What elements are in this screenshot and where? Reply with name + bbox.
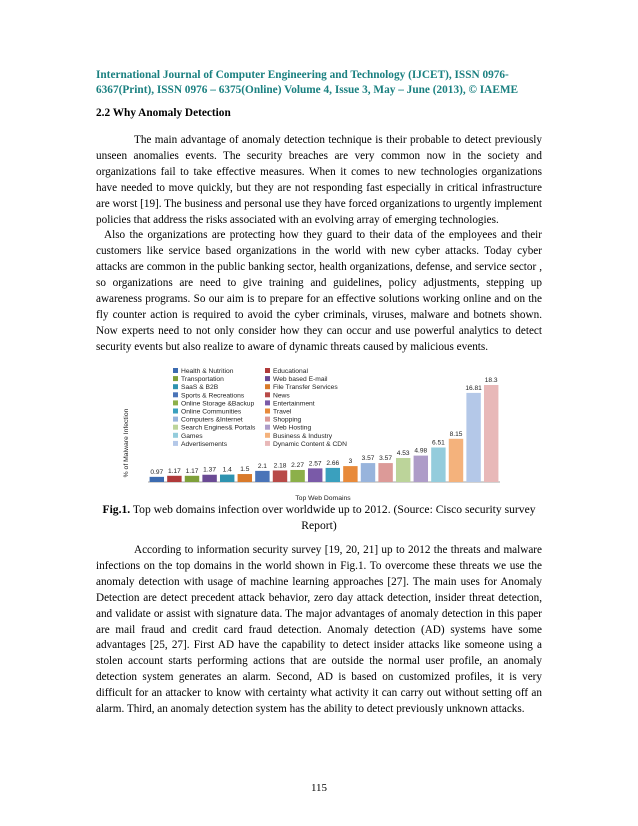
bar-value-label: 2.18	[273, 462, 287, 470]
bar-11	[326, 468, 340, 482]
section-title: 2.2 Why Anomaly Detection	[96, 107, 231, 119]
legend-swatch	[173, 368, 178, 373]
legend-swatch	[265, 417, 270, 422]
legend-swatch	[265, 400, 270, 405]
legend-entry: Business & Industry	[273, 432, 333, 440]
legend-entry: Shopping	[273, 416, 302, 424]
legend-swatch	[265, 425, 270, 430]
bar-15	[396, 458, 410, 482]
legend-entry: Games	[181, 432, 203, 440]
legend-entry: SaaS & B2B	[181, 384, 219, 392]
legend-swatch	[173, 400, 178, 405]
bar-8	[273, 470, 287, 482]
legend-swatch	[173, 392, 178, 397]
legend-entry: Sports & Recreations	[181, 392, 245, 400]
bar-value-label: 1.17	[167, 467, 181, 475]
bar-value-label: 1.5	[240, 466, 250, 474]
legend-swatch	[173, 433, 178, 438]
bar-13	[361, 463, 375, 482]
body-text-top	[96, 133, 542, 356]
y-axis-label: % of Malware Infection	[123, 408, 130, 478]
legend-swatch	[265, 409, 270, 414]
legend-swatch	[265, 392, 270, 397]
legend-swatch	[173, 417, 178, 422]
legend-entry: News	[273, 392, 290, 400]
legend-entry: Online Storage &Backup	[181, 400, 255, 408]
x-axis-label: Top Web Domains	[295, 495, 351, 502]
bar-5	[220, 475, 234, 482]
bar-17	[431, 447, 445, 482]
figure-caption	[96, 502, 542, 534]
malware-infection-bar-chart	[118, 364, 510, 504]
bar-2	[167, 476, 181, 482]
bar-19	[466, 393, 480, 482]
legend-entry: Health & Nutrition	[181, 368, 234, 375]
legend-entry: Web Hosting	[273, 424, 312, 432]
legend-swatch	[265, 376, 270, 381]
legend-swatch	[265, 384, 270, 389]
bar-12	[343, 466, 357, 482]
legend-swatch	[173, 425, 178, 430]
legend-swatch	[173, 376, 178, 381]
bar-value-label: 16.81	[465, 384, 482, 392]
bar-16	[414, 456, 428, 482]
legend-swatch	[265, 433, 270, 438]
bar-value-label: 1.37	[203, 466, 217, 474]
journal-header-line-2: 6367(Print), ISSN 0976 – 6375(Online) Volume 4, Issue 3, May – June (2013), © IAEME	[96, 84, 519, 96]
figure-caption-text: Top web domains infection over worldwide up to 2012. (Source: Cisco security survey Report)	[130, 503, 536, 532]
bar-value-label: 2.27	[291, 461, 305, 469]
legend-entry: Search Engines& Portals	[181, 424, 256, 432]
bar-value-label: 2.57	[308, 460, 322, 468]
legend-entry: File Transfer Services	[273, 384, 338, 392]
paragraph-3: According to information security survey [19, 20, 21] up to 2012 the threats and malware infections on the top domains in the world shown in Fig.1. To overcome these threats we use the anomaly detection with usage of machine learning approaches [27]. The main uses for Anomaly Detection are detect precedent attack behavior, zero day attack detection, insider threat detection, and validate or assist with signature data. The major advantages of anomaly detection in this paper are mail fraud and credit card fraud detection. Anomaly detection (AD) systems have some advantages [25, 27]. First AD have the capability to detect insider attacks like someone using a stolen account starts performing actions that are outside the normal user profile, an anomaly detection system generates an alarm. Second, AD is based on customized profiles, it is very difficult for an attacker to know with certainty what activity it can carry out without setting off an alarm. Third, an anomaly detection system has the ability to detect previously unknown attacks.	[96, 544, 542, 716]
legend-swatch	[265, 368, 270, 373]
bar-value-label: 1.4	[222, 466, 232, 474]
body-text-bottom	[96, 543, 542, 718]
paragraph-2: Also the organizations are protecting how they guard to their data of the employees and their customers like service based organizations in the world with new cyber attacks. Today cyber attacks are common in the public banking sector, health organizations, defense, and service sector , so organizations are need to give training and guidelines, policy adjustments, stepping up awareness programs. So our aim is to prepare for an effective solutions working online and on the fly counter action is required to avoid the cyber criminals, viruses, malware and botnets shown. Now experts need to not only consider how they can occur and use powerful analytics to detect security events but also realize to aware of dynamic threats caused by malicious events.	[96, 229, 542, 353]
bar-value-label: 3	[348, 458, 353, 466]
legend-entry: Advertisements	[181, 440, 228, 448]
legend-entry: Dynamic Content & CDN	[273, 440, 347, 448]
bar-14	[378, 463, 392, 482]
legend-entry: Computers &Internet	[181, 416, 243, 424]
legend-entry: Travel	[273, 408, 292, 416]
bar-value-label: 1.17	[185, 467, 199, 475]
bar-value-label: 8.15	[449, 430, 463, 438]
bar-value-label: 2.1	[257, 462, 267, 470]
legend-swatch	[265, 441, 270, 446]
bar-18	[449, 439, 463, 482]
legend-entry: Online Communities	[181, 408, 242, 416]
legend-entry: Transportation	[181, 376, 224, 384]
legend-swatch	[173, 409, 178, 414]
bar-10	[308, 468, 322, 482]
page-number: 115	[310, 782, 328, 794]
bar-value-label: 18.3	[484, 377, 498, 385]
legend-entry: Educational	[273, 368, 308, 375]
bar-3	[185, 476, 199, 482]
legend-entry: Web based E-mail	[273, 376, 328, 384]
bar-1	[150, 477, 164, 482]
figure-caption-label: Fig.1.	[102, 503, 131, 516]
legend-swatch	[173, 441, 178, 446]
journal-header-line-1: International Journal of Computer Engineering and Technology (IJCET), ISSN 0976-	[96, 69, 509, 81]
bar-value-label: 3.57	[379, 455, 393, 463]
journal-header	[96, 68, 546, 98]
legend-entry: Entertainment	[273, 400, 315, 408]
bar-value-label: 4.53	[396, 449, 410, 457]
bar-4	[202, 475, 216, 482]
bar-value-label: 3.57	[361, 455, 375, 463]
bar-value-label: 2.66	[326, 459, 340, 467]
bar-value-label: 6.51	[431, 439, 445, 447]
paragraph-1: The main advantage of anomaly detection technique is their probable to detect previously unseen anomalies events. The security breaches are very common now in the society and organizations fail to take effective measures. When it comes to new technologies organizations have needed to move quickly, but they are not responding fast especially in critical infrastructure are worst [19]. The business and personal use they have forced organizations to urgently implement policies that address the risks associated with an evolving array of emerging technologies.	[96, 134, 542, 226]
bar-value-label: 0.97	[150, 468, 164, 476]
legend-swatch	[173, 384, 178, 389]
bar-value-label: 4.98	[414, 447, 428, 455]
bar-6	[238, 474, 252, 482]
bar-9	[290, 470, 304, 482]
bar-20	[484, 385, 498, 482]
bar-7	[255, 471, 269, 482]
